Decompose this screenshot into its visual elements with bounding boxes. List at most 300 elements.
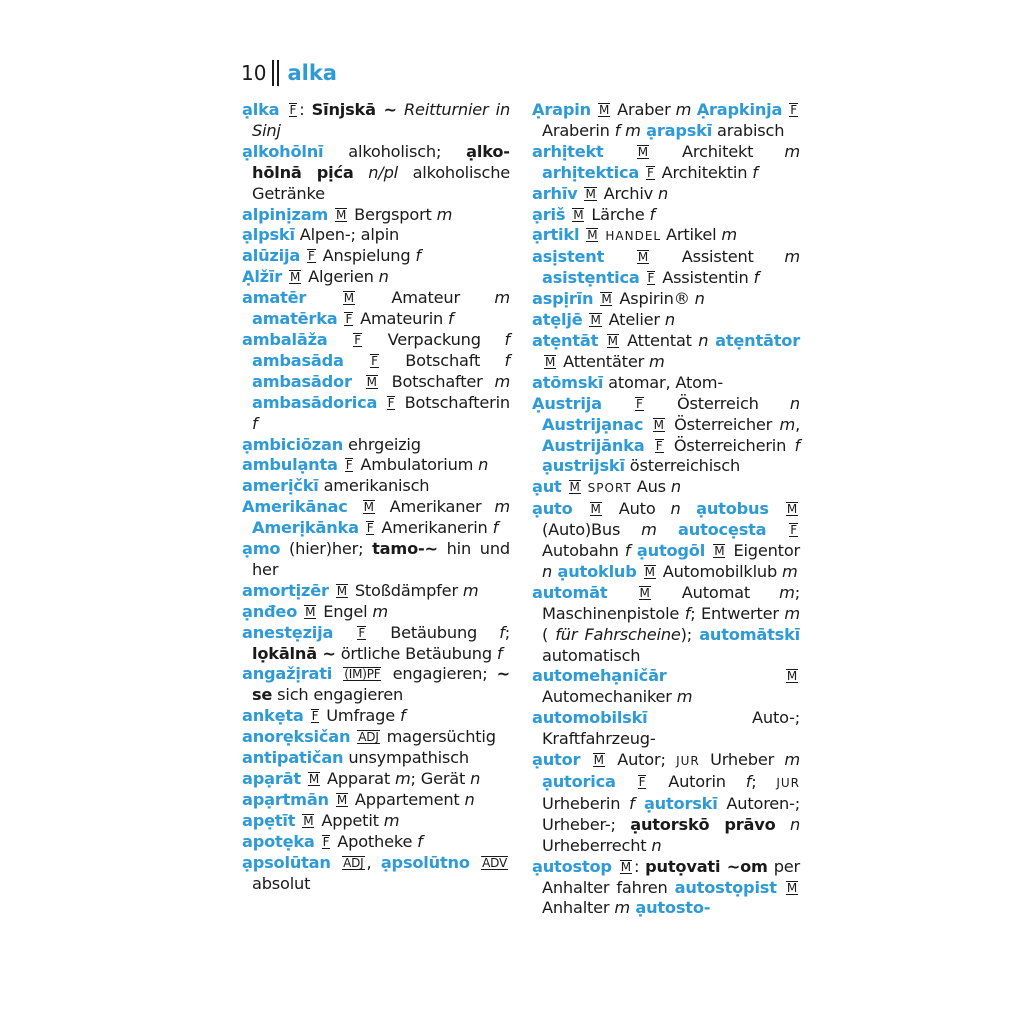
phrase: ~ se: [252, 664, 510, 705]
translation-text: ; Entwerter: [690, 603, 785, 623]
gender-or-note: n: [694, 289, 705, 309]
grammar-label: F: [647, 165, 654, 180]
headword: automātskī: [699, 624, 800, 644]
grammar-label: M: [308, 772, 319, 786]
gender-or-note: m: [784, 603, 800, 623]
dictionary-entry: [242, 539, 510, 581]
gender-or-note: m: [784, 141, 800, 161]
translation-text: hin und her: [252, 539, 510, 579]
gender-or-note: f: [745, 772, 752, 791]
translation-text: Alpen-; alpin: [294, 225, 400, 245]
headword: ạpsolūtan: [242, 852, 331, 872]
grammar-label: M: [590, 502, 601, 517]
dictionary-entry: [242, 602, 510, 623]
headword: ạlka: [242, 100, 280, 119]
gender-or-note: f: [252, 413, 258, 433]
grammar-label: F: [655, 438, 663, 453]
translation-text: örtliche Betäubung: [335, 643, 497, 663]
headword: arhịtektica: [542, 162, 640, 182]
grammar-label: F: [387, 395, 395, 410]
page-header: [241, 58, 337, 88]
grammar-label: M: [363, 500, 374, 515]
translation-text: Appartement: [349, 789, 465, 809]
dictionary-entry: [532, 331, 800, 373]
grammar-label: M: [653, 417, 664, 432]
gender-or-note: n/pl: [353, 162, 398, 182]
grammar-label: F: [345, 458, 353, 473]
gender-or-note: für Fahrscheine: [548, 624, 681, 644]
grammar-label: F: [311, 709, 319, 724]
dictionary-entry: [532, 142, 800, 184]
grammar-label: M: [786, 880, 797, 895]
grammar-label: M: [585, 186, 596, 201]
gender-or-note: m: [383, 810, 400, 830]
gender-or-note: m: [394, 769, 411, 788]
grammar-label: F: [354, 332, 361, 347]
dictionary-entry: [242, 706, 510, 727]
translation-text: Botschafterin: [397, 392, 510, 412]
translation-text: Automechaniker: [542, 687, 677, 707]
gender-or-note: f: [448, 309, 454, 329]
translation-text: ehrgeizig: [343, 434, 421, 454]
translation-text: Lärche: [586, 204, 650, 224]
grammar-label: M: [545, 354, 556, 369]
translation-text: Automat: [652, 582, 780, 602]
headword: Austrijạnac: [542, 414, 644, 434]
translation-text: Apotheke: [332, 831, 418, 851]
translation-text: Botschafter: [379, 371, 495, 391]
dictionary-entry: [242, 100, 510, 142]
gender-or-note: n: [698, 330, 709, 350]
gender-or-note: f: [624, 541, 631, 561]
dictionary-entry: [242, 853, 510, 895]
dictionary-entry: [242, 288, 510, 330]
headword: arhịtekt: [532, 141, 604, 161]
gender-or-note: n: [478, 455, 489, 475]
translation-text: Attentäter: [558, 351, 649, 371]
dictionary-entry: [242, 748, 510, 769]
grammar-label: M: [289, 270, 301, 285]
gender-or-note: n: [470, 769, 481, 788]
gender-or-note: f: [492, 518, 499, 538]
translation-text: :: [299, 100, 312, 119]
gender-or-note: m: [494, 371, 511, 391]
grammar-label: M: [601, 292, 612, 307]
dictionary-entry: [532, 247, 800, 289]
dictionary-entry: [242, 142, 510, 205]
gender-or-note: f: [496, 643, 503, 663]
gender-or-note: n: [789, 814, 800, 834]
translation-text: Apparat: [322, 769, 395, 788]
dictionary-entry: [242, 455, 510, 476]
headword: Ạustrija: [532, 393, 602, 413]
grammar-label: F: [358, 625, 366, 640]
translation-text: arabisch: [712, 120, 785, 140]
headword: asịstent: [532, 247, 605, 267]
translation-text: unsympathisch: [343, 748, 469, 768]
headword: ạrapskī: [640, 120, 713, 140]
gender-or-note: m: [494, 497, 510, 517]
headword: ạutorica: [542, 772, 616, 791]
grammar-label: F: [366, 521, 374, 536]
grammar-label: F: [647, 271, 655, 286]
dictionary-entry: [532, 225, 800, 247]
grammar-label: M: [343, 291, 354, 306]
headword: Ạrapin: [532, 100, 591, 119]
gender-or-note: m: [436, 204, 453, 224]
gender-or-note: m: [494, 288, 510, 308]
gender-or-note: m: [721, 225, 737, 245]
grammar-label: M: [573, 207, 584, 222]
dictionary-entry: [242, 581, 510, 602]
dictionary-entry: [532, 583, 800, 667]
translation-text: Amerikanerin: [376, 518, 493, 538]
headword: amortịzēr: [242, 580, 329, 600]
headword: ạustrijskī: [542, 456, 625, 476]
translation-text: magersüchtig: [381, 727, 496, 747]
headword: alpinịzam: [242, 204, 329, 224]
gender-or-note: m: [648, 351, 665, 371]
headword: automāt: [532, 582, 608, 602]
header-divider: [272, 60, 279, 86]
headword: apạrāt: [242, 769, 301, 788]
dictionary-entry: [532, 373, 800, 394]
grammar-label: M: [569, 480, 580, 495]
translation-text: Assistentin: [657, 268, 754, 288]
headword: angažịrati: [242, 664, 333, 684]
grammar-label: F: [790, 523, 797, 538]
grammar-label: ADV: [482, 855, 507, 870]
gender-or-note: f: [417, 831, 423, 851]
translation-text: Österreicher: [666, 414, 780, 434]
gender-or-note: f: [415, 246, 421, 266]
gender-or-note: m: [372, 601, 388, 621]
translation-text: :: [633, 856, 646, 876]
phrase: lọkālnā ~: [252, 643, 336, 663]
dictionary-entry: [242, 727, 510, 748]
dictionary-entry: [242, 267, 510, 288]
headword: atẹljē: [532, 310, 583, 330]
headword: Austrijānka: [542, 435, 645, 455]
translation-text: atomar, Atom-: [603, 372, 724, 392]
dictionary-entry: [242, 225, 510, 246]
headword: Amerikānac: [242, 497, 348, 517]
grammar-label: M: [590, 313, 601, 328]
headword: ạutoklub: [552, 561, 637, 581]
headword: ambulạnta: [242, 455, 338, 475]
dictionary-entry: [532, 184, 800, 205]
translation-text: alkoholische Getränke: [252, 162, 511, 203]
gender-or-note: n: [664, 310, 675, 330]
headword: Ạlžīr: [242, 267, 283, 287]
dictionary-entry: [242, 497, 510, 539]
translation-text: Atelier: [603, 310, 665, 330]
headword: ambasāda: [252, 350, 344, 370]
headword: ambasādorica: [252, 392, 378, 412]
headword: apạrtmān: [242, 789, 329, 809]
headword: atẹntātor: [708, 330, 801, 350]
translation-text: Autor;: [606, 750, 677, 770]
left-column: [242, 100, 510, 894]
dictionary-entry: [532, 289, 800, 310]
gender-or-note: f: [752, 162, 758, 182]
dictionary-entry: [532, 708, 800, 750]
headword: ạutosto-: [629, 898, 711, 918]
gender-or-note: m: [779, 414, 796, 434]
translation-text: Bergsport: [349, 204, 437, 224]
gender-or-note: f: [629, 793, 635, 813]
translation-text: Algerien: [303, 267, 379, 287]
phrase: ạutorskō prāvo: [630, 814, 776, 834]
headword: amerịčkī: [242, 476, 319, 496]
grammar-label: ADJ: [343, 855, 364, 870]
gender-or-note: f: [399, 706, 406, 726]
translation-text: Autobahn: [542, 541, 625, 561]
translation-text: Stoßdämpfer: [349, 580, 463, 600]
grammar-label: M: [786, 502, 797, 517]
translation-text: ,: [366, 852, 381, 872]
translation-text: per Anhalter fahren: [542, 856, 800, 897]
grammar-label: M: [587, 228, 598, 243]
headword: ạpsolūtno: [380, 852, 470, 872]
headword: automobilskī: [532, 708, 648, 728]
translation-text: Amateurin: [355, 309, 449, 329]
grammar-label: ADJ: [358, 730, 379, 745]
translation-text: Botschaft: [380, 350, 505, 370]
grammar-label: M: [598, 103, 610, 117]
dictionary-entry: [242, 664, 510, 706]
subject-label: JUR: [776, 776, 800, 790]
headword: ạutostop: [532, 856, 612, 876]
gender-or-note: f m: [614, 120, 641, 140]
headword: ạutor: [532, 750, 581, 770]
gender-or-note: m: [641, 520, 657, 540]
headword: Amerịkānka: [252, 518, 359, 538]
translation-text: Auto: [603, 499, 671, 519]
translation-text: Umfrage: [321, 706, 400, 726]
headword: autostọpist: [674, 877, 777, 897]
grammar-label: M: [786, 669, 797, 684]
dictionary-entry: [532, 477, 800, 499]
grammar-label: M: [607, 333, 618, 348]
dictionary-entry: [242, 811, 510, 832]
headword: ạmo: [242, 539, 281, 559]
running-head: alka: [287, 61, 337, 85]
translation-text: Attentat: [620, 330, 699, 350]
translation-text: Amerikaner: [376, 497, 495, 517]
grammar-label: M: [637, 250, 648, 265]
gender-or-note: f: [649, 204, 655, 224]
headword: antipatičan: [242, 748, 344, 768]
headword: ạutorskī: [634, 793, 718, 813]
headword: aspịrīn: [532, 289, 594, 309]
gender-or-note: n: [542, 561, 553, 581]
gender-or-note: m: [781, 561, 798, 581]
headword: ạuto: [532, 499, 573, 519]
gender-or-note: f: [499, 622, 505, 642]
grammar-label: M: [305, 604, 316, 619]
translation-text: engagieren;: [383, 664, 497, 684]
grammar-label: M: [336, 207, 347, 222]
translation-text: ;: [504, 622, 510, 642]
phrase: ạlkohōlnā pịća: [252, 141, 510, 182]
translation-text: Araber: [612, 100, 676, 119]
headword: ạutogōl: [630, 541, 706, 561]
gender-or-note: n: [378, 267, 389, 287]
translation-text: Anhalter: [542, 898, 615, 918]
translation-text: Autorin: [648, 772, 746, 791]
gender-or-note: m: [675, 100, 692, 119]
dictionary-entry: [532, 394, 800, 478]
right-column: [532, 100, 800, 919]
gender-or-note: n: [670, 477, 681, 497]
translation-text: Automobilklub: [657, 561, 782, 581]
grammar-label: F: [638, 775, 646, 789]
translation-text: Architektin: [656, 162, 753, 182]
gender-or-note: n: [789, 393, 800, 413]
gender-or-note: f: [794, 435, 800, 455]
translation-text: Appetit: [316, 810, 384, 830]
translation-text: Österreicherin: [665, 435, 795, 455]
translation-text: ,: [795, 414, 801, 434]
translation-text: (hier)her;: [280, 539, 373, 559]
headword: amatērka: [252, 309, 338, 329]
grammar-label: M: [639, 585, 650, 600]
headword: anorẹksičan: [242, 727, 351, 747]
dictionary-entry: [532, 857, 800, 920]
grammar-label: (IM)PF: [344, 667, 381, 682]
gender-or-note: n: [651, 835, 662, 855]
page-number: 10: [241, 61, 267, 85]
headword: ạmbiciōzan: [242, 434, 344, 454]
translation-text: ; Maschinenpistole: [542, 582, 800, 623]
gender-or-note: Reitturnier in Sinj: [252, 100, 510, 140]
gender-or-note: m: [784, 247, 800, 267]
headword: arhīv: [532, 183, 578, 203]
gender-or-note: f: [753, 268, 759, 288]
grammar-label: F: [790, 103, 797, 117]
headword: ạutobus: [680, 499, 769, 519]
gender-or-note: f: [504, 350, 510, 370]
headword: apẹtīt: [242, 810, 296, 830]
grammar-label: M: [366, 374, 377, 389]
translation-text: [776, 815, 790, 834]
dictionary-entry: [242, 476, 510, 497]
translation-text: (: [542, 624, 549, 644]
subject-label: JUR: [676, 754, 700, 769]
headword: ạlpskī: [242, 225, 295, 245]
dictionary-entry: [532, 666, 800, 708]
dictionary-entry: [242, 435, 510, 456]
grammar-label: M: [620, 859, 631, 874]
translation-text: Österreich: [645, 393, 790, 413]
grammar-label: M: [336, 583, 347, 598]
gender-or-note: f: [504, 329, 510, 349]
grammar-label: F: [636, 396, 643, 411]
dictionary-entry: [532, 205, 800, 226]
grammar-label: M: [714, 544, 725, 559]
translation-text: Verpackung: [363, 329, 505, 349]
dictionary-entry: [242, 790, 510, 811]
translation-text: Anspielung: [317, 246, 416, 266]
translation-text: Urheberin: [542, 793, 630, 813]
grammar-label: M: [593, 753, 604, 768]
translation-text: Araberin: [542, 120, 615, 140]
grammar-label: M: [637, 144, 648, 159]
gender-or-note: m: [676, 687, 693, 707]
translation-text: Artikel: [661, 225, 722, 245]
headword: atōmskī: [532, 372, 604, 392]
headword: ạut: [532, 477, 562, 497]
grammar-label: F: [371, 353, 378, 368]
headword: alūzija: [242, 246, 301, 266]
translation-text: Architekt: [650, 141, 785, 161]
phrase: tamo-~: [372, 539, 438, 559]
gender-or-note: f: [684, 603, 691, 623]
translation-text: Urheberrecht: [542, 835, 652, 855]
translation-text: Betäubung: [368, 622, 500, 642]
translation-text: ; Gerät: [410, 769, 471, 788]
translation-text: Eigentor: [727, 541, 800, 561]
dictionary-entry: [242, 330, 510, 435]
translation-text: );: [680, 624, 700, 644]
headword: autocẹsta: [656, 520, 767, 540]
headword: ambasādor: [252, 371, 352, 391]
dictionary-entry: [532, 100, 800, 142]
gender-or-note: m: [784, 750, 800, 770]
gender-or-note: n: [670, 499, 681, 519]
grammar-label: M: [644, 564, 655, 579]
translation-text: Aspirin®: [614, 289, 695, 309]
grammar-label: F: [322, 834, 330, 849]
translation-text: Engel: [318, 601, 373, 621]
headword: atẹntāt: [532, 330, 599, 350]
translation-text: automatisch: [542, 645, 641, 665]
gender-or-note: m: [779, 582, 795, 602]
translation-text: sich engagieren: [272, 685, 404, 705]
headword: ạnđeo: [242, 601, 298, 621]
translation-text: Autoren-; Urheber-;: [542, 793, 801, 834]
translation-text: absolut: [252, 873, 311, 893]
headword: Ạrapkinja: [691, 100, 783, 119]
headword: ambalāža: [242, 329, 328, 349]
headword: ạriš: [532, 204, 566, 224]
grammar-label: F: [308, 249, 315, 264]
phrase: putọvati ~om: [645, 856, 768, 876]
headword: amatēr: [242, 288, 307, 308]
phrase: Sīnjskā ~: [311, 100, 397, 119]
dictionary-entry: [532, 499, 800, 583]
headword: ankẹta: [242, 706, 304, 726]
headword: ạlkohōlnī: [242, 141, 324, 161]
translation-text: Ambulatorium: [355, 455, 479, 475]
subject-label: SPORT: [587, 481, 632, 496]
headword: anestẹzija: [242, 622, 334, 642]
translation-text: Aus: [631, 477, 671, 497]
translation-text: Archiv: [598, 183, 658, 203]
headword: apotẹka: [242, 831, 315, 851]
gender-or-note: m: [614, 898, 630, 918]
headword: automehạničār: [532, 666, 667, 686]
gender-or-note: n: [464, 789, 475, 809]
translation-text: alkoholisch;: [323, 141, 467, 161]
grammar-label: M: [336, 792, 347, 807]
headword: ạrtikl: [532, 225, 580, 245]
dictionary-entry: [242, 832, 510, 853]
dictionary-entry: [242, 769, 510, 790]
translation-text: (Auto)Bus: [542, 520, 642, 540]
dictionary-entry: [242, 623, 510, 665]
